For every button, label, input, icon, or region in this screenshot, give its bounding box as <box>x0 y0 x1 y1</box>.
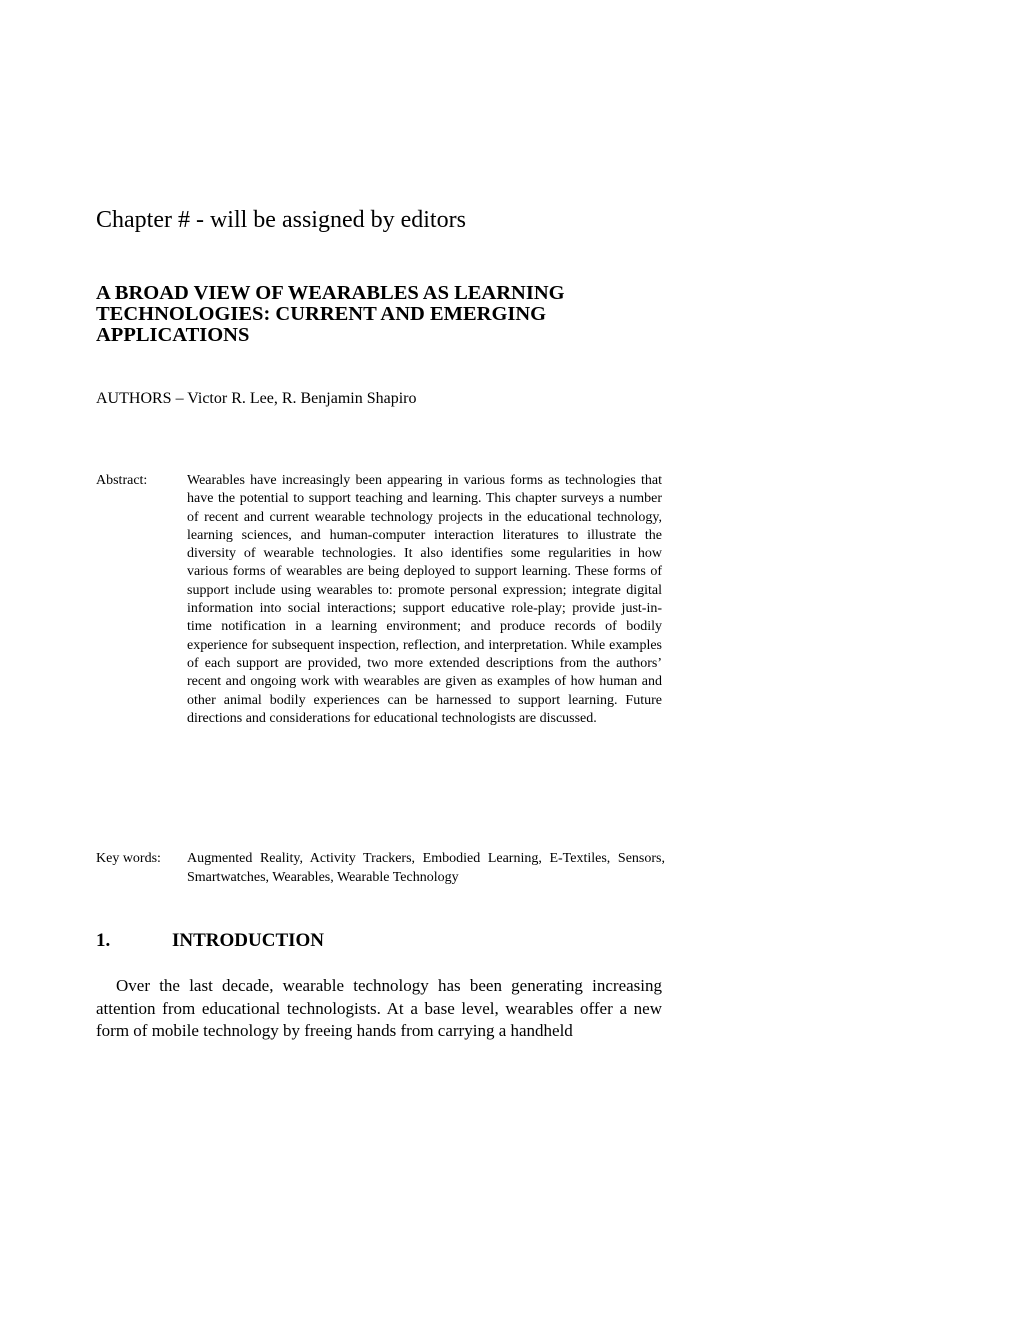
abstract-text: Wearables have increasingly been appearing in various forms as technologies that have the potential to support teaching and learning. This chapter surveys a number of recent and current wearable technology projects in the educational technology, learning sciences, and human-computer interaction literatures to illustrate the diversity of wearable technologies. It also identifies some regularities in how various forms of wearables are being deployed to support learning. These forms of support include using wearables to: promote personal expression; integrate digital information into social interactions; support educative role-play; provide just-in-time notification in a learning environment; and produce records of bodily experience for subsequent inspection, reflection, and interpretation. While examples of each support are provided, two more extended descriptions from the authors’ recent and ongoing work with wearables are given as examples of how human and other animal bodily experiences can be harnessed to support learning. Future directions and considerations for educational technologists are discussed. <box>187 473 662 726</box>
authors-line: AUTHORS – Victor R. Lee, R. Benjamin Shapiro <box>96 390 417 407</box>
chapter-heading: Chapter # - will be assigned by editors <box>96 207 466 233</box>
section-number: 1. <box>96 930 111 951</box>
intro-paragraph: Over the last decade, wearable technology has been generating increasing attention from educational technologists. At a base level, wearables offer a new form of mobile technology by freeing hands from carrying a handheld <box>96 976 662 1040</box>
chapter-title-line: APPLICATIONS <box>96 324 250 346</box>
keywords-label: Key words: <box>96 851 161 866</box>
abstract-label: Abstract: <box>96 473 148 488</box>
keywords-text: Augmented Reality, Activity Trackers, Embodied Learning, E-Textiles, Sensors, Smartwatches, Wearables, Wearable Technology <box>187 851 665 885</box>
chapter-title <box>96 283 666 346</box>
chapter-title-line: A BROAD VIEW OF WEARABLES AS LEARNING <box>96 282 565 304</box>
chapter-title-line: TECHNOLOGIES: CURRENT AND EMERGING <box>96 303 547 325</box>
section-title: INTRODUCTION <box>172 930 325 951</box>
